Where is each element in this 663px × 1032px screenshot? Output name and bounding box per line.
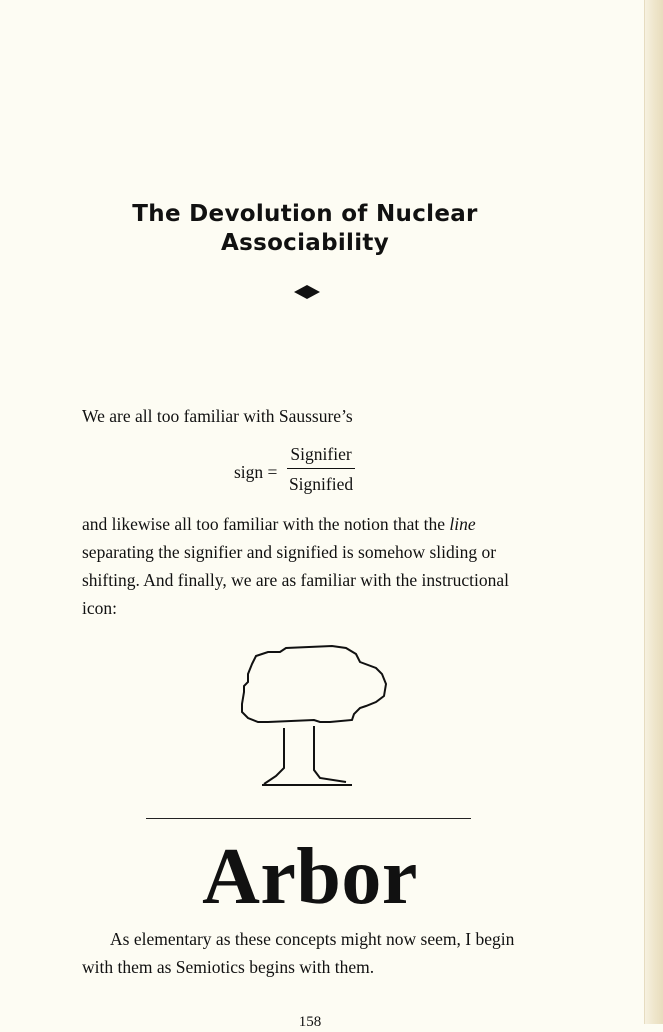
diamond-ornament-icon — [293, 284, 321, 300]
equation-numerator: Signifier — [287, 443, 354, 469]
tree-icon — [236, 642, 396, 792]
sign-equation — [234, 443, 355, 495]
equation-fraction — [287, 443, 354, 495]
divider-rule — [146, 818, 471, 819]
chapter-title-line-1: The Devolution of Nuclear — [132, 201, 478, 227]
icon-caption-arbor: Arbor — [202, 833, 418, 921]
paragraph-elementary: As elementary as these concepts might now seem, I begin with them as Semiotics begins with them. — [82, 929, 515, 977]
page-edge — [644, 0, 663, 1024]
chapter-title — [100, 200, 510, 258]
chapter-title-line-2: Associability — [220, 230, 390, 256]
paragraph-line-notion — [82, 510, 542, 622]
page-number: 158 — [298, 1014, 322, 1030]
paragraph-line-notion-part2: separating the signifier and signified is somehow sliding or shifting. And finally, we are as familiar with the instructional icon: — [82, 542, 510, 618]
paragraph-saussure: We are all too familiar with Saussure’s — [82, 406, 353, 426]
equation-lhs: sign = — [234, 461, 278, 482]
equation-denominator: Signified — [288, 474, 354, 494]
paragraph-line-notion-emphasis: line — [449, 514, 476, 534]
paragraph-line-notion-part1: and likewise all too familiar with the notion that the — [82, 514, 450, 534]
